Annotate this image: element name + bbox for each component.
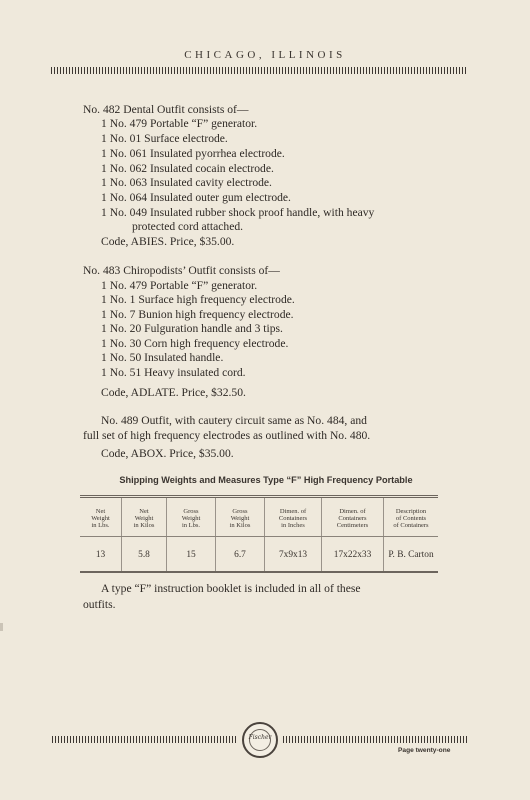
outfit-482-heading: No. 482 Dental Outfit consists of— bbox=[83, 103, 249, 116]
fischer-seal-logo bbox=[242, 722, 278, 758]
table-cell: 15 bbox=[167, 536, 216, 572]
outfit-489-text-cont: full set of high frequency electrodes as outlined with No. 480. bbox=[83, 429, 371, 442]
outfit-489-code: Code, ABOX. Price, $35.00. bbox=[101, 447, 234, 460]
bottom-rule-left bbox=[52, 736, 238, 743]
list-item-continuation: protected cord attached. bbox=[132, 220, 244, 233]
column-header: Gross Weight in Kilos bbox=[216, 497, 265, 537]
table-header-row bbox=[80, 497, 438, 537]
outfit-489-text: No. 489 Outfit, with cautery circuit same as No. 484, and bbox=[101, 414, 367, 427]
page-number: Page twenty-one bbox=[398, 747, 451, 754]
list-item: 1 No. 30 Corn high frequency electrode. bbox=[101, 337, 289, 350]
list-item: 1 No. 7 Bunion high frequency electrode. bbox=[101, 308, 294, 321]
column-header: Description of Contents of Containers bbox=[384, 497, 439, 537]
header-title: CHICAGO, ILLINOIS bbox=[184, 49, 346, 61]
column-header: Gross Weight in Lbs. bbox=[167, 497, 216, 537]
shipping-table-title: Shipping Weights and Measures Type “F” High Frequency Portable bbox=[119, 475, 413, 485]
table-row bbox=[80, 536, 438, 572]
column-header: Net Weight in Lbs. bbox=[80, 497, 122, 537]
outfit-483-heading: No. 483 Chiropodists’ Outfit consists of— bbox=[83, 264, 280, 277]
column-header: Net Weight in Kilos bbox=[122, 497, 167, 537]
list-item: 1 No. 049 Insulated rubber shock proof handle, with heavy bbox=[101, 206, 375, 219]
outfit-483-code: Code, ADLATE. Price, $32.50. bbox=[101, 386, 246, 399]
list-item: 1 No. 479 Portable “F” generator. bbox=[101, 279, 258, 292]
table-cell: 6.7 bbox=[216, 536, 265, 572]
list-item: 1 No. 1 Surface high frequency electrode. bbox=[101, 293, 295, 306]
column-header: Dimen. of Containers in Inches bbox=[265, 497, 322, 537]
shipping-table bbox=[80, 495, 438, 573]
booklet-note: A type “F” instruction booklet is included in all of these bbox=[101, 582, 361, 595]
table-cell: 13 bbox=[80, 536, 122, 572]
booklet-note-cont: outfits. bbox=[83, 598, 116, 611]
column-header: Dimen. of Containers Centimeters bbox=[322, 497, 384, 537]
seal-text: Fischer bbox=[248, 734, 272, 741]
table-cell: P. B. Carton bbox=[384, 536, 439, 572]
table-cell: 5.8 bbox=[122, 536, 167, 572]
outfit-482-code: Code, ABIES. Price, $35.00. bbox=[101, 235, 235, 248]
list-item: 1 No. 479 Portable “F” generator. bbox=[101, 117, 258, 130]
list-item: 1 No. 062 Insulated cocain electrode. bbox=[101, 162, 274, 175]
table-cell: 7x9x13 bbox=[265, 536, 322, 572]
list-item: 1 No. 50 Insulated handle. bbox=[101, 351, 224, 364]
list-item: 1 No. 01 Surface electrode. bbox=[101, 132, 228, 145]
top-rule bbox=[51, 67, 466, 74]
list-item: 1 No. 20 Fulguration handle and 3 tips. bbox=[101, 322, 283, 335]
list-item: 1 No. 063 Insulated cavity electrode. bbox=[101, 176, 272, 189]
page-edge-mark bbox=[0, 623, 3, 631]
bottom-rule-right bbox=[283, 736, 468, 743]
table-cell: 17x22x33 bbox=[322, 536, 384, 572]
list-item: 1 No. 061 Insulated pyorrhea electrode. bbox=[101, 147, 285, 160]
list-item: 1 No. 064 Insulated outer gum electrode. bbox=[101, 191, 291, 204]
list-item: 1 No. 51 Heavy insulated cord. bbox=[101, 366, 246, 379]
